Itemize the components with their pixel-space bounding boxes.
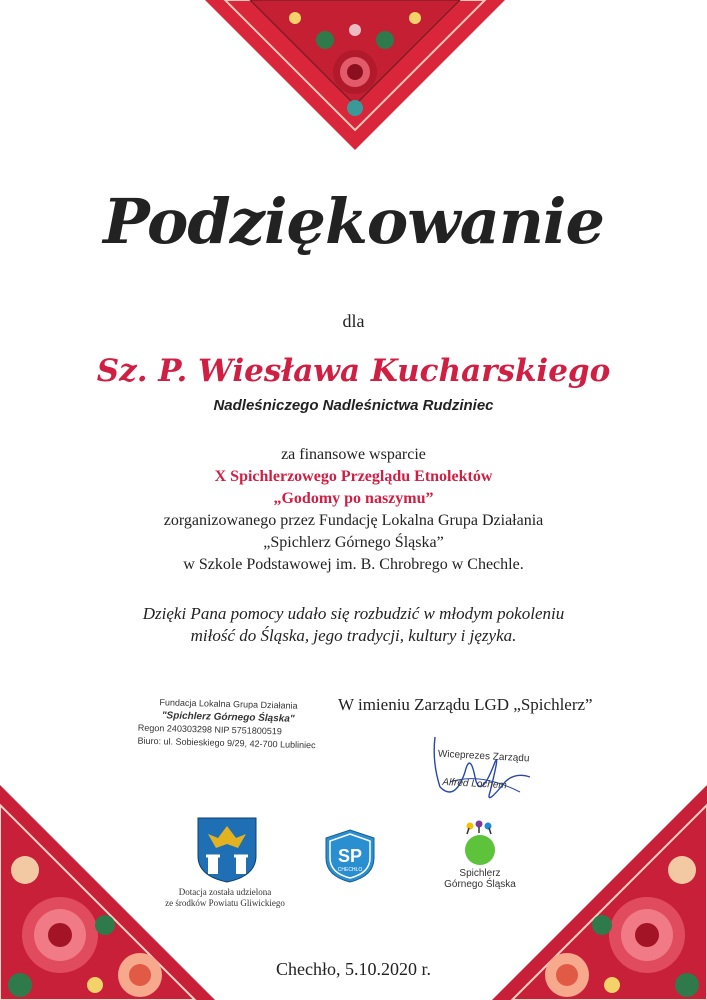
spichlerz-logo-icon xyxy=(455,818,505,868)
organization-stamp xyxy=(137,696,318,753)
school-logo xyxy=(322,828,378,884)
organizer-name: „Spichlerz Górnego Śląska” xyxy=(263,534,444,551)
stamp-line: Fundacja Lokalna Grupa Działania xyxy=(159,697,298,711)
signatory-position: Wiceprezes Zarządu xyxy=(437,748,530,765)
coat-of-arms-icon xyxy=(196,816,258,884)
message-line: miłość do Śląska, jego tradycji, kultury i języka. xyxy=(190,626,517,645)
body-line: za finansowe wsparcie xyxy=(281,446,426,463)
spichlerz-line: Spichlerz xyxy=(459,868,501,879)
event-subtitle: „Godomy po naszymu” xyxy=(273,490,434,507)
issue-date: Chechło, 5.10.2020 r. xyxy=(276,959,431,979)
recipient-name: Sz. P. Wiesława Kucharskiego xyxy=(96,353,611,389)
stamp-line: Biuro: ul. Sobieskiego 9/29, 42-700 Lubliniec xyxy=(137,735,316,751)
school-logo-name: CHECHŁO xyxy=(337,867,363,873)
recipient-role: Nadleśniczego Nadleśnictwa Rudziniec xyxy=(213,397,494,414)
stamp-line: Regon 240303298 NIP 5751800519 xyxy=(137,722,282,737)
event-location: w Szkole Podstawowej im. B. Chrobrego w Chechle. xyxy=(183,556,524,573)
message-line: Dzięki Pana pomocy udało się rozbudzić w młodym pokoleniu xyxy=(142,604,565,623)
stamp-line: "Spichlerz Górnego Śląska" xyxy=(161,710,295,725)
floral-ornament-top xyxy=(205,0,505,150)
for-word: dla xyxy=(342,311,365,331)
body-text xyxy=(0,444,707,576)
spichlerz-logo-text xyxy=(420,868,540,890)
signatory-name: Alfred Lochem xyxy=(442,776,508,792)
body-line: zorganizowanego przez Fundację Lokalna Grupa Działania xyxy=(163,512,544,529)
grant-line: ze środków Powiatu Gliwickiego xyxy=(165,898,285,908)
grant-note xyxy=(155,887,295,909)
spichlerz-line: Górnego Śląska xyxy=(444,879,516,890)
on-behalf-line: W imieniu Zarządu LGD „Spichlerz” xyxy=(338,695,593,714)
school-logo-letters: SP xyxy=(337,846,363,866)
signatory-stamp xyxy=(436,741,531,802)
thanks-message xyxy=(0,603,707,647)
grant-line: Dotacja została udzielona xyxy=(178,887,272,897)
event-name: X Spichlerzowego Przeglądu Etnolektów xyxy=(214,468,493,485)
document-title: Podziękowanie xyxy=(103,185,604,258)
